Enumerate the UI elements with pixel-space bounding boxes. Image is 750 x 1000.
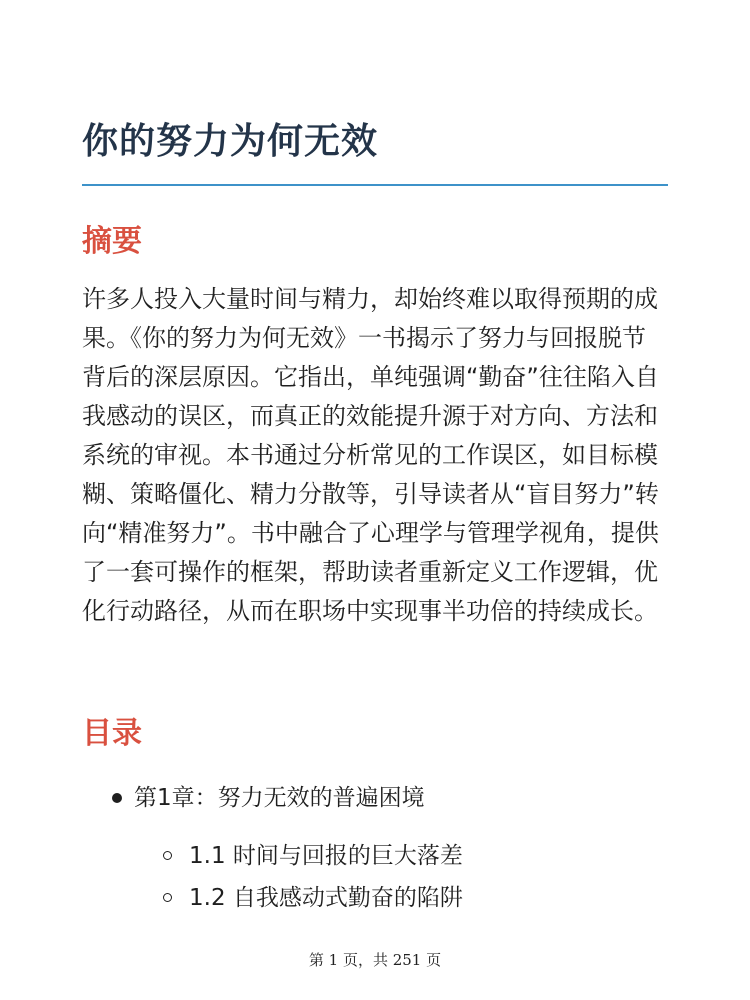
toc-section-label: 1.1 时间与回报的巨大落差 xyxy=(189,843,463,869)
toc-section-1-2[interactable] xyxy=(0,878,750,918)
bullet-circle-icon xyxy=(163,893,172,902)
document-title: 你的努力为何无效 xyxy=(82,121,379,162)
toc-list xyxy=(0,778,750,918)
title-divider xyxy=(82,184,668,186)
toc-chapter-label: 第1章：努力无效的普遍困境 xyxy=(134,785,425,811)
toc-heading: 目录 xyxy=(82,716,142,751)
abstract-body: 许多人投入大量时间与精力，却始终难以取得预期的成果。《你的努力为何无效》一书揭示了努力与回报脱节背后的深层原因。它指出，单纯强调“勤奋”往往陷入自我感动的误区，而真正的效能提升源于对方向、方法和系统的审视。本书通过分析常见的工作误区，如目标模糊、策略僵化、精力分散等，引导读者从“盲目努力”转向“精准努力”。书中融合了心理学与管理学视角，提供了一套可操作的框架，帮助读者重新定义工作逻辑，优化行动路径，从而在职场中实现事半功倍的持续成长。 xyxy=(82,285,659,625)
abstract-heading: 摘要 xyxy=(82,224,142,259)
page-number-footer: 第 1 页，共 251 页 xyxy=(308,951,442,969)
toc-section-label: 1.2 自我感动式勤奋的陷阱 xyxy=(189,885,463,911)
toc-section-1-1[interactable] xyxy=(0,836,750,876)
toc-chapter-1[interactable] xyxy=(0,778,750,818)
bullet-disc-icon xyxy=(112,793,122,803)
bullet-circle-icon xyxy=(163,851,172,860)
